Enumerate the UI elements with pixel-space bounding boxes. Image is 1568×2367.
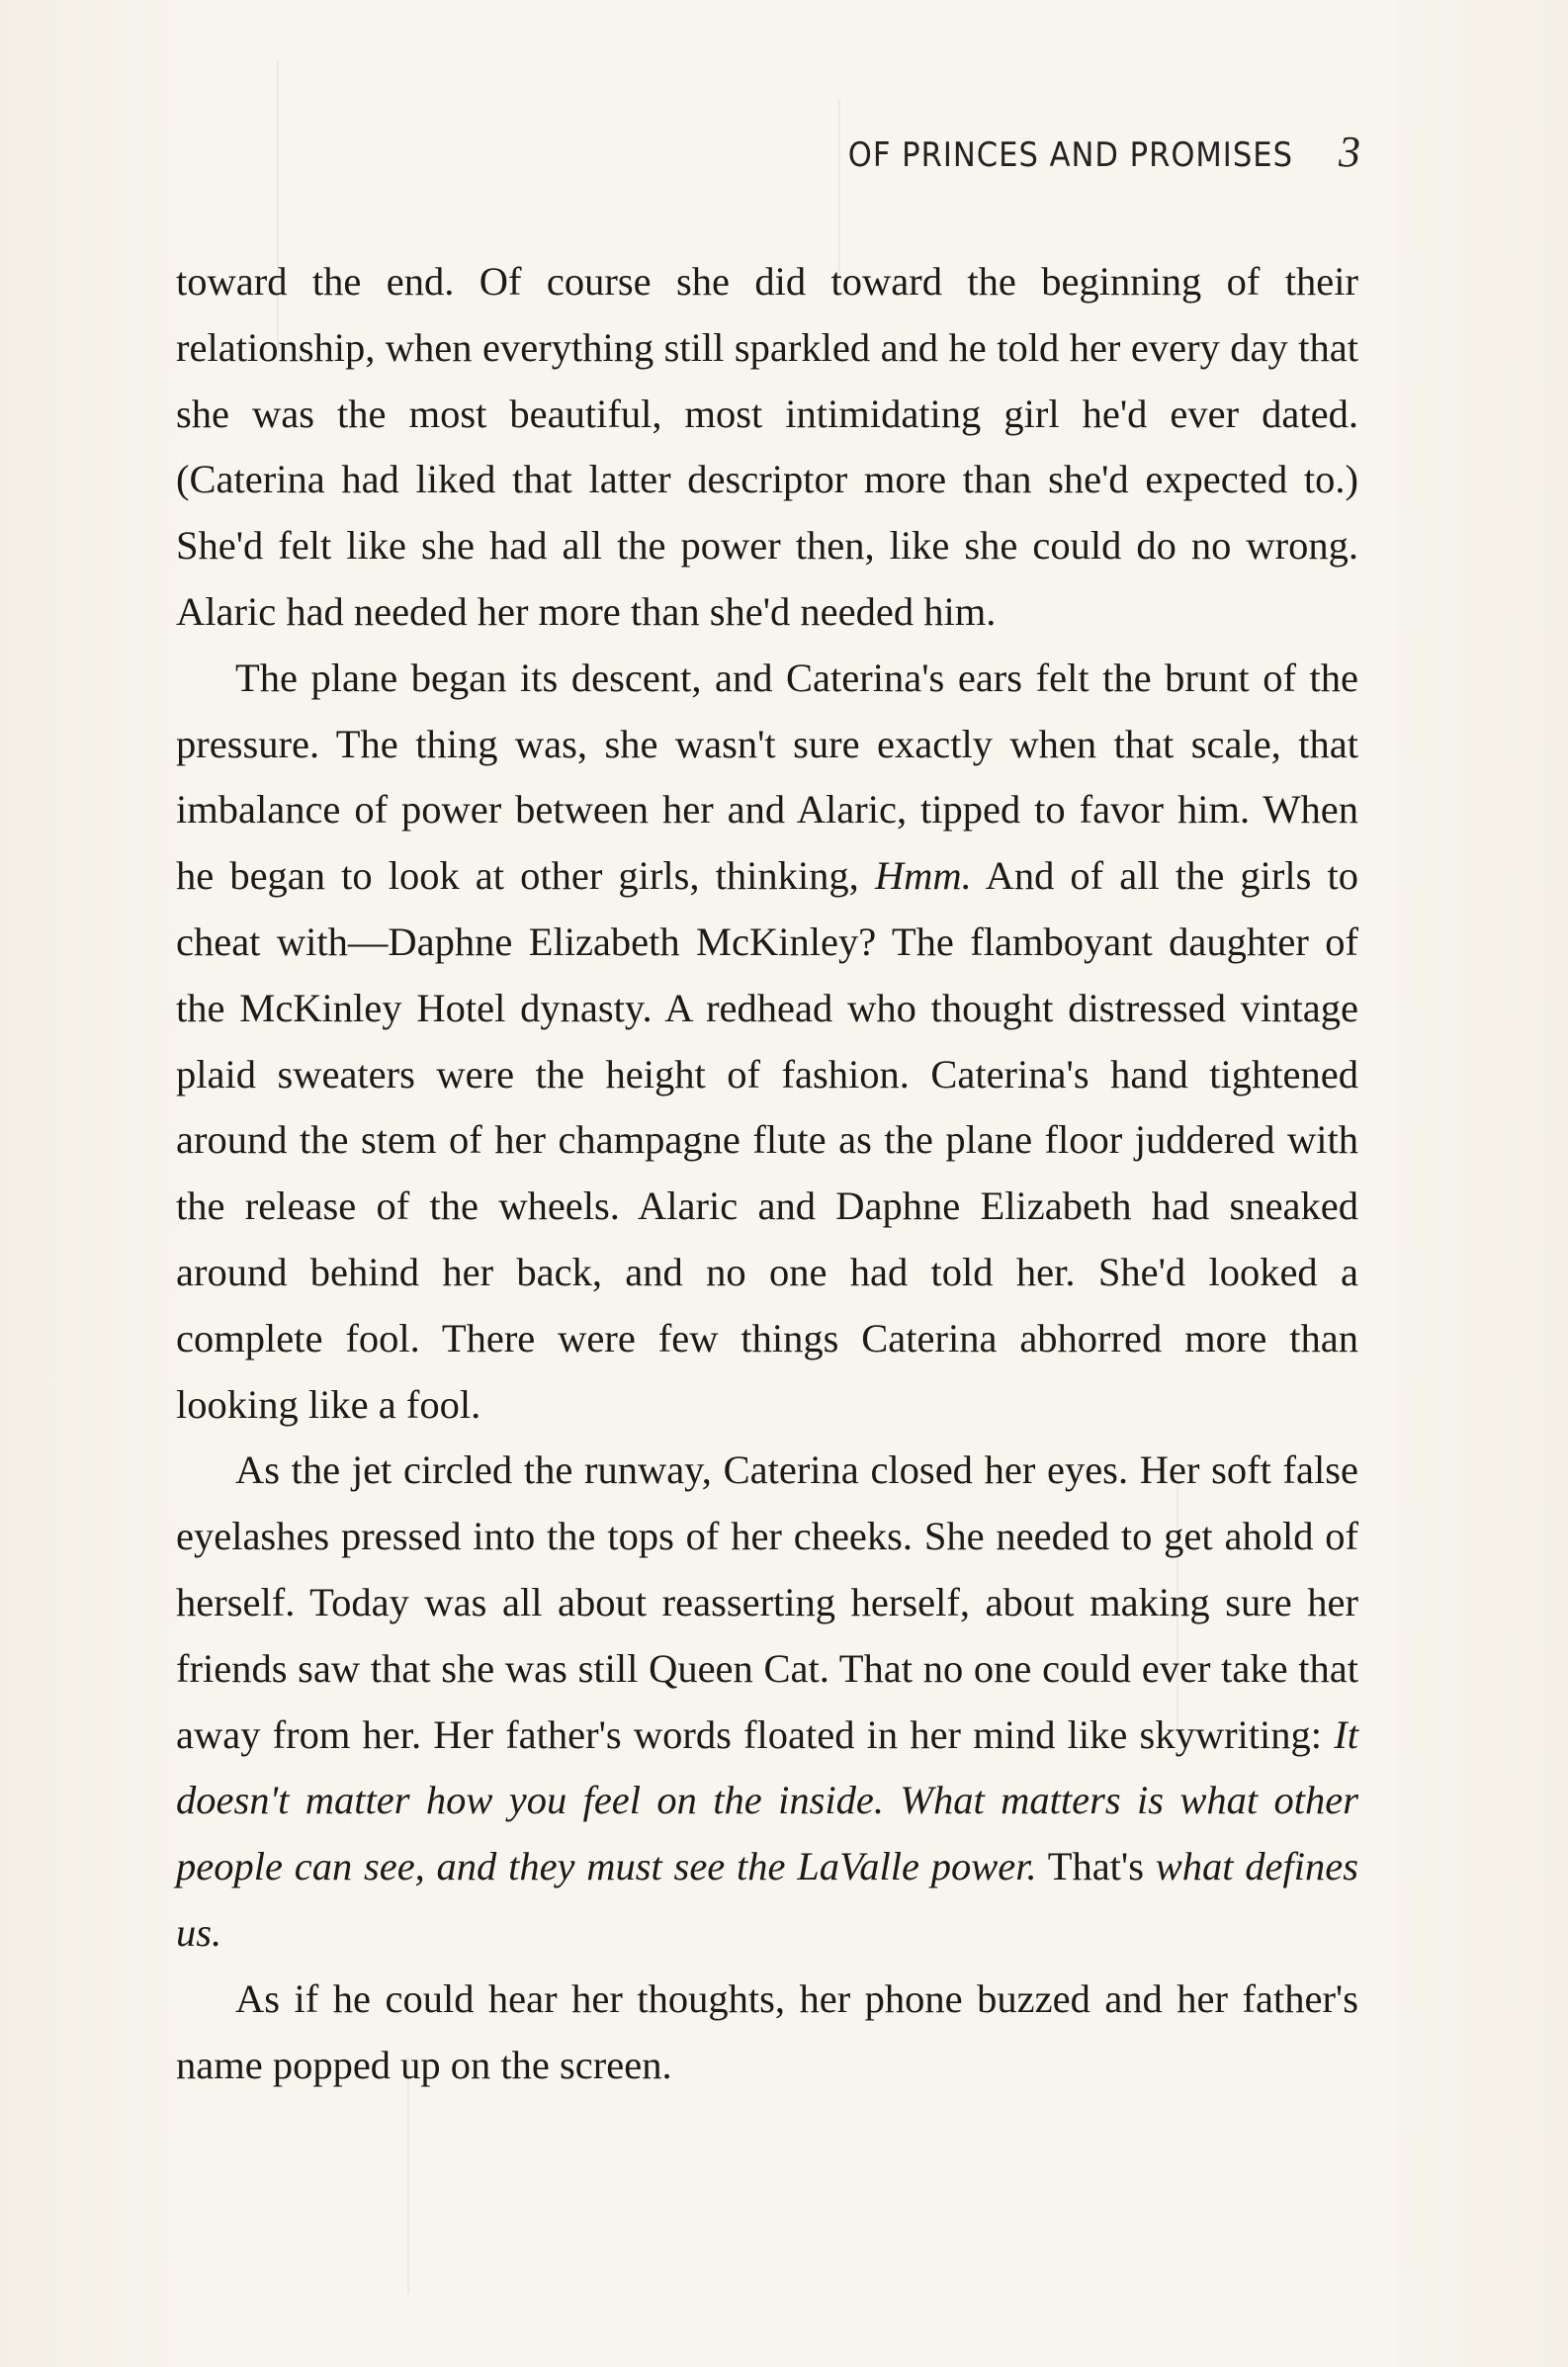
paragraph (176, 1967, 1358, 2099)
book-title: OF PRINCES AND PROMISES (847, 135, 1293, 175)
paragraph-text: As if he could hear her thoughts, her phone buzzed and her father's name popped up on the screen. (176, 1975, 1358, 2087)
paragraph-italic-text: It doesn't matter how you feel on the inside. What matters is what other people can see, and they must see the LaValle power. (176, 1711, 1358, 1889)
paragraph (176, 1438, 1358, 1966)
paragraph (176, 249, 1358, 646)
paragraph (176, 646, 1358, 1439)
paragraph-italic-text: Hmm. (874, 853, 972, 899)
page-number: 3 (1339, 128, 1360, 176)
paragraph-italic-text: what defines us. (176, 1844, 1358, 1955)
running-header (848, 127, 1360, 177)
paragraph-text: The plane began its descent, and Caterina's ears felt the brunt of the pressure. The thing was, she wasn't sure exactly when that scale, that imbalance of power between her and Alaric, tipped to favor him. When he began to look at other girls, thinking, (176, 655, 1358, 899)
paragraph-text: And of all the girls to cheat with—Daphne Elizabeth McKinley? The flamboyant daughter of the McKinley Hotel dynasty. A redhead who thought distressed vintage plaid sweaters were the height of fashion. Caterina's hand tightened around the stem of her champagne flute as the plane floor juddered with the release of the wheels. Alaric and Daphne Elizabeth had sneaked around behind her back, and no one had told her. She'd looked a complete fool. There were few things Caterina abhorred more than looking like a fool. (176, 853, 1358, 1427)
paragraph-text: toward the end. Of course she did toward the beginning of their relationship, when everything still sparkled and he told her every day that she was the most beautiful, most intimidating girl he'd ever dated. (Caterina had liked that latter descriptor more than she'd expected to.) She'd felt like she had all the power then, like she could do no wrong. Alaric had needed her more than she'd needed him. (176, 259, 1358, 634)
paragraph-text: That's (1036, 1844, 1156, 1889)
paragraph-text: As the jet circled the runway, Caterina closed her eyes. Her soft false eyelashes pressed into the tops of her cheeks. She needed to get ahold of herself. Today was all about reasserting herself, about making sure her friends saw that she was still Queen Cat. That no one could ever take that away from her. Her father's words floated in her mind like skywriting: (176, 1447, 1358, 1757)
body-text (176, 249, 1358, 2098)
